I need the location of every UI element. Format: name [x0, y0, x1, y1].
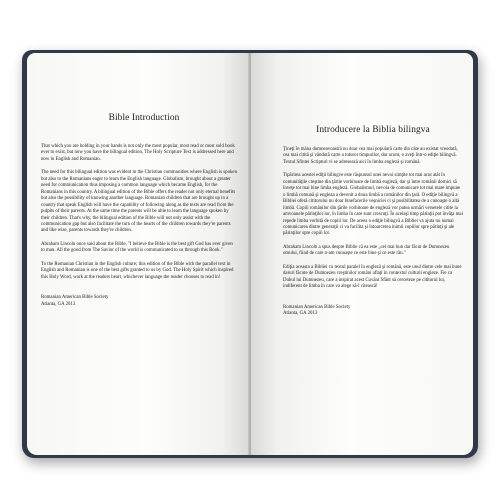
left-signature — [41, 295, 237, 308]
right-paragraph-3: Abraham Lincoln a spus despre Biblie că ea este „cel mai bun dar făcut de Dumnezeu omului, fiind de care n-am cunoaşte ce este bine şi ce este rău." — [283, 244, 450, 257]
right-page-content — [283, 113, 463, 318]
left-paragraph-1: That which you are holding in your hands is not only the most popular, most read or most sold book ever to exist, but now you have the bilingual edition, The Holy Scripture Text is addressed here and now in English and Romanian. — [41, 144, 235, 162]
right-page — [251, 53, 473, 455]
left-signature-place: Atlanta, GA 2013 — [41, 301, 76, 307]
left-signature-org: Romanian American Bible Society — [41, 295, 109, 301]
left-paragraph-2: The need for this bilingual edition was evident in the Christian communities where English is spoken but also to the Romanians eager to learn the English language. Globalism, brought about a greater need for communication thus imposing a common language which became English, for the Romanians in this country. A bilingual edition of the Bible offers the reader not only eternal benefits but also the possibility of knowing another language. Romanian children that are brought up in a country that speak English will have the capability of following along as the texts are read from the pulpits of their parents. At the same time the parents will be able to learn the language spoken by their children. That's why, the bilingual edition of the Bible will not only assist with the communication gap but also facilitate the turn of the hearts of the children towards they're parents and like wise, parents towards they're children. — [41, 170, 238, 234]
right-signature — [283, 305, 463, 318]
left-page-title: Bible Introduction — [108, 113, 180, 123]
right-signature-org: Romanian American Bible Society — [283, 304, 351, 310]
right-paragraph-4: Ediţia aceasta a Bibliei cu textul paralel în engleză şi română, este unul dintre cele mai bune daruri făcute de Dumnezeu creştinilor români aflaţi în contextul culturii engleze. Fie ca Duhul lui Dumnezeu, care a inspirat acest Cuvânt Sfânt să cerceteze pe cititorul lui, indiferent de limba în care va alege să-l citească! — [283, 264, 462, 290]
right-signature-place: Atlanta, GA 2013 — [283, 311, 318, 317]
right-page-title: Introducere la Biblia bilingva — [316, 125, 430, 135]
right-paragraph-1: Ţineţi în mâna dumneavoastră nu doar cea mai populară carte din câte au existat vreodată, cea mai citită şi vândută carte a tuturor timpurilor, dar acum, o aveţi într-o ediţie bilingvă. Textul Sfintei Scripturi vi se adresează aici în limba engleză şi română. — [283, 147, 458, 165]
right-paragraph-2: Tipărirea acestei ediţii bilingve este răspunsul unei nevoi simţite tot mai acut atât în comunităţile creştine din ţările vorbitoare de limbă engleză, dar şi între românii dornici să înveţe tot mai bine limba engleză. Globalismul, nevoia de comunicare tot mai mare impune o limbă comună şi engleza a devenit a doua limbă a românilor din ţară. O ediţie bilingvă a Bibliei oferă cititorului nu doar binefacerile veşniciei ci şi posibilitatea de a cunoaşte o altă limbă. Copiii românilor din ţările vorbitoare de engleză vor putea urmări versetele citite la amvoanele părinţilor lor, în limba în care sunt crescuţi. În acelaşi timp părinţii pot învăţa mai repede limba vorbită de copiii lor. De aceea o ediţie bilingvă a Bibliei va ajuta nu numai comunicarea dintre generaţii ci va facilita şi întoarcerea inimii copiilor spre părinţi şi ale părinţilor spre copiii lor. — [283, 173, 463, 237]
left-paragraph-3: Abraham Lincoln once said about the Bible, "I believe the Bible is the best gift God has ever given to man. All the good from The Savior of the world is communicated to us through this Book." — [41, 241, 233, 254]
left-page-content — [41, 113, 237, 308]
left-paragraph-4: To the Romanian Christian in the English culture; this edition of the Bible with the parallel text in English and Romanian is one of the best gifts granted to us by God. The Holy Spirit which inspired this Holy Word, work at the readers heart, whichever language the reader chooses to read in! — [41, 261, 234, 280]
open-book — [22, 50, 478, 458]
left-page — [27, 53, 249, 455]
